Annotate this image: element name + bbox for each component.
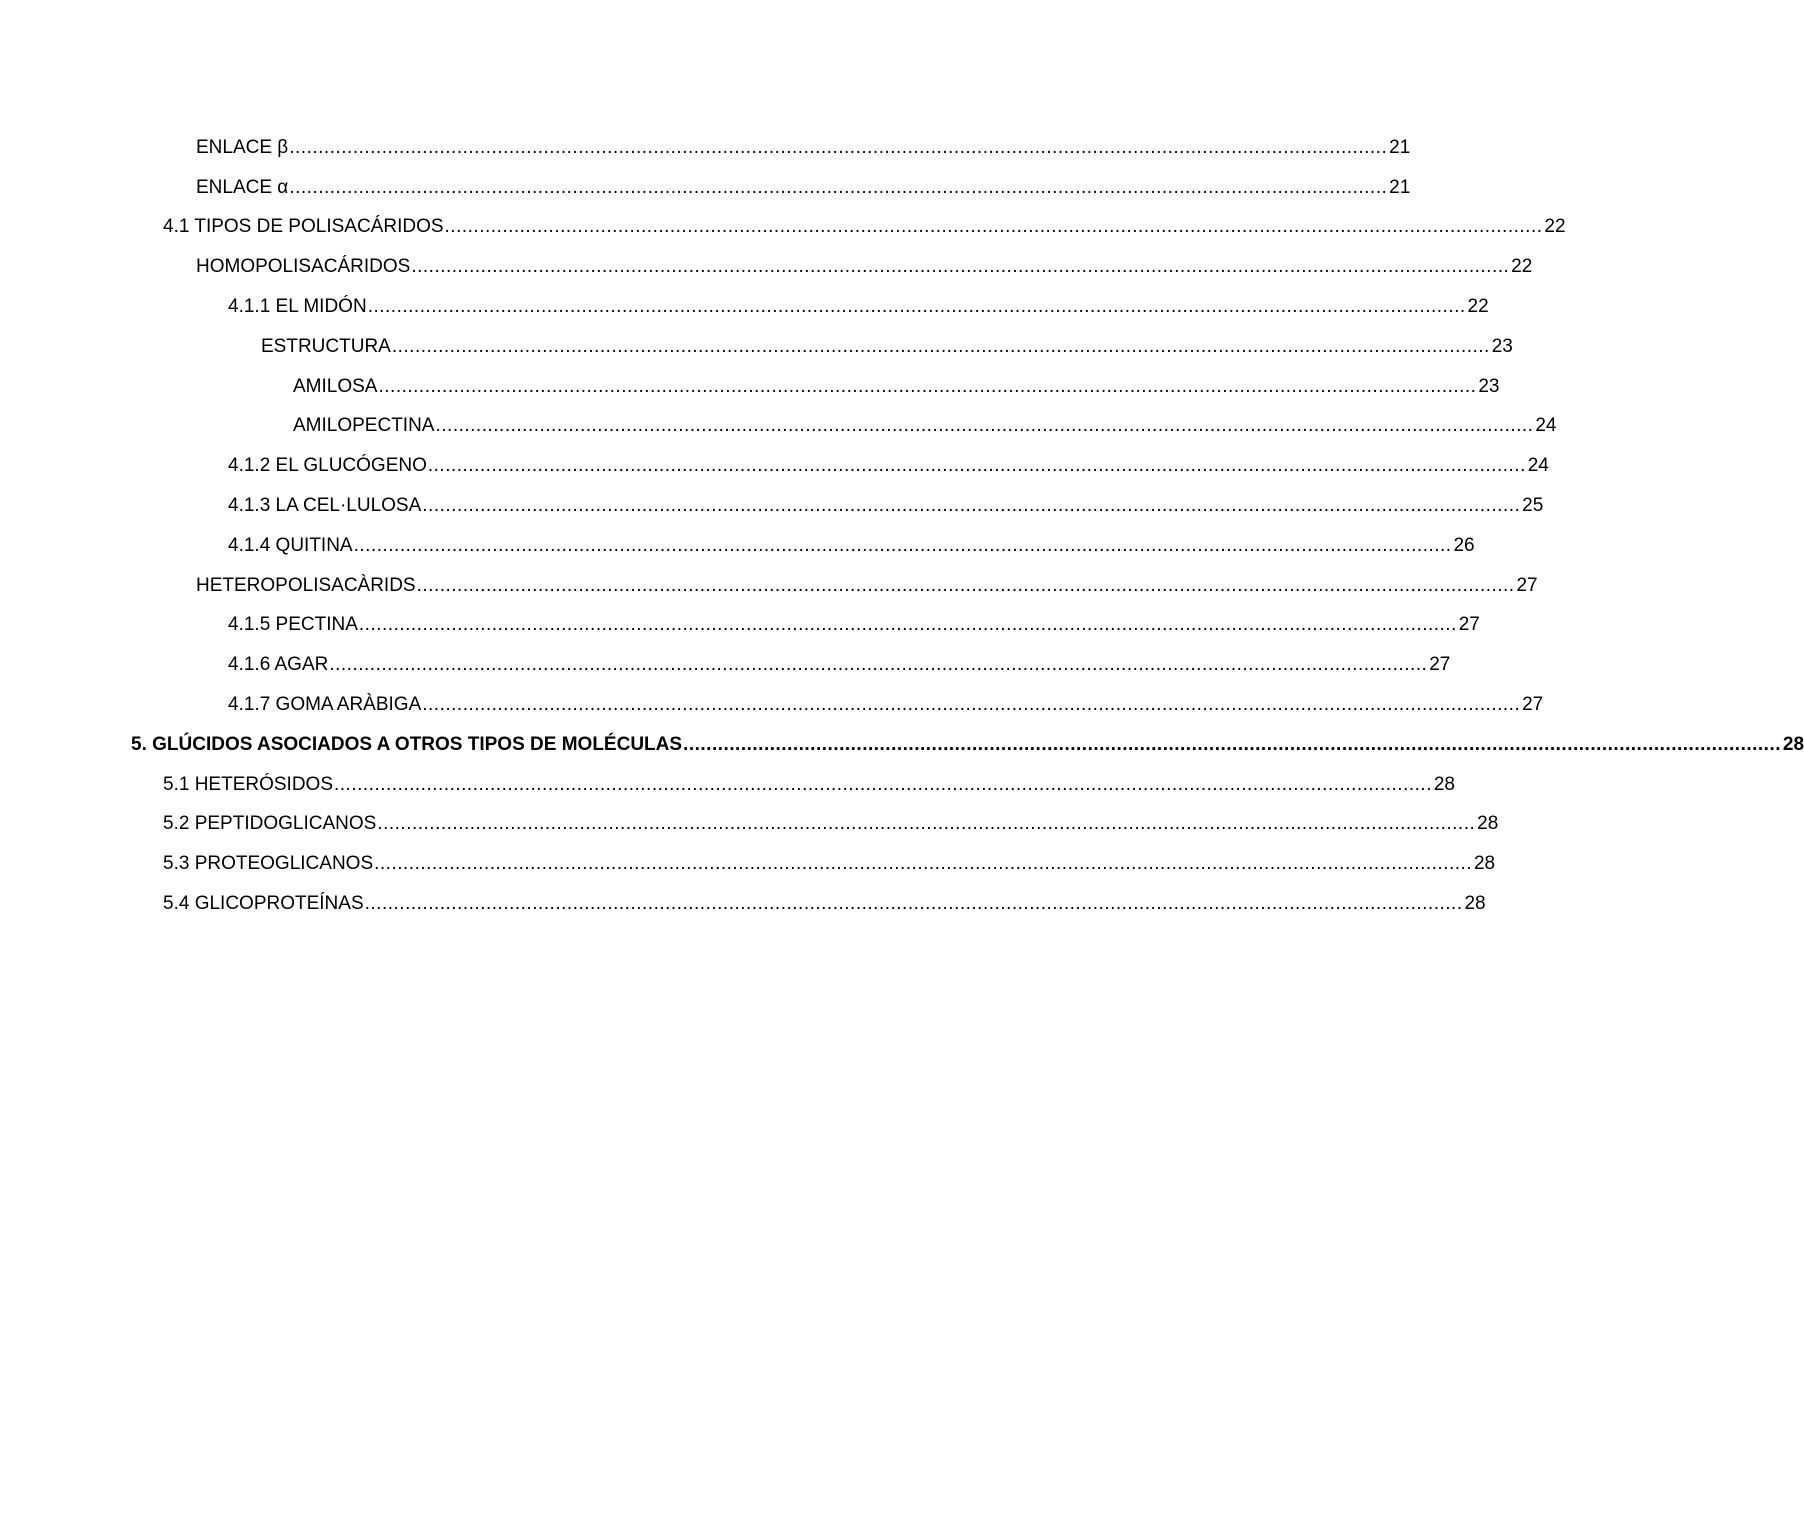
toc-entry-heterosidos[interactable] — [0, 765, 1455, 805]
toc-entry-page: 27 — [1516, 574, 1538, 596]
toc-entry-goma-arabiga[interactable] — [0, 685, 1544, 725]
toc-dot-leader: .............................................................................................................................................................................................. — [683, 733, 1782, 755]
toc-dot-leader: .............................................................................................................................................................................................. — [364, 893, 1463, 915]
toc-entry-tipos-polisacaridos[interactable] — [0, 208, 1566, 248]
toc-entry-page: 27 — [1458, 614, 1480, 636]
toc-entry-title: 5.2 PEPTIDOGLICANOS — [163, 813, 377, 835]
toc-dot-leader: .............................................................................................................................................................................................. — [289, 176, 1388, 198]
toc-entry-page: 22 — [1511, 256, 1533, 278]
toc-entry-page: 28 — [1464, 893, 1486, 915]
toc-dot-leader: .............................................................................................................................................................................................. — [435, 415, 1534, 437]
toc-entry-title: HETEROPOLISACÀRIDS — [196, 574, 416, 596]
toc-entry-page: 27 — [1522, 694, 1544, 716]
toc-dot-leader: .............................................................................................................................................................................................. — [422, 495, 1521, 517]
toc-entry-homopolisacaridos[interactable] — [0, 247, 1533, 287]
toc-entry-la-cel-lulosa[interactable] — [0, 486, 1544, 526]
toc-entry-title: 5.4 GLICOPROTEÍNAS — [163, 893, 364, 915]
toc-entry-page: 27 — [1429, 654, 1451, 676]
toc-dot-leader: .............................................................................................................................................................................................. — [411, 256, 1510, 278]
toc-entry-estructura[interactable] — [0, 327, 1513, 367]
toc-entry-title: AMILOPECTINA — [293, 415, 435, 437]
toc-dot-leader: .............................................................................................................................................................................................. — [422, 694, 1521, 716]
toc-dot-leader: .............................................................................................................................................................................................. — [353, 534, 1452, 556]
toc-entry-enlace-beta[interactable] — [0, 128, 1411, 168]
toc-entry-title: HOMOPOLISACÁRIDOS — [196, 256, 411, 278]
toc-dot-leader: .............................................................................................................................................................................................. — [289, 136, 1388, 158]
toc-entry-page: 22 — [1467, 296, 1489, 318]
toc-entry-page: 28 — [1782, 733, 1804, 755]
toc-entry-title: ESTRUCTURA — [261, 335, 391, 357]
toc-entry-page: 28 — [1477, 813, 1499, 835]
toc-entry-el-midon[interactable] — [0, 287, 1489, 327]
toc-dot-leader: .............................................................................................................................................................................................. — [378, 375, 1477, 397]
toc-entry-title: 4.1.6 AGAR — [228, 654, 329, 676]
toc-entry-title: ENLACE β — [196, 136, 289, 158]
toc-entry-page: 22 — [1544, 216, 1566, 238]
toc-dot-leader: .............................................................................................................................................................................................. — [358, 614, 1457, 636]
toc-entry-heteropolisacarids[interactable] — [0, 566, 1538, 606]
toc-entry-title: AMILOSA — [293, 375, 378, 397]
toc-entry-pectina[interactable] — [0, 606, 1480, 646]
toc-entry-quitina[interactable] — [0, 526, 1475, 566]
toc-entry-page: 25 — [1522, 495, 1544, 517]
toc-dot-leader: .............................................................................................................................................................................................. — [374, 853, 1473, 875]
toc-entry-title: 5.3 PROTEOGLICANOS — [163, 853, 374, 875]
toc-entry-glucidos-asociados[interactable] — [0, 725, 1804, 765]
toc-entry-peptidoglicanos[interactable] — [0, 805, 1499, 845]
toc-entry-page: 21 — [1389, 176, 1411, 198]
toc-entry-title: ENLACE α — [196, 176, 289, 198]
toc-entry-amilopectina[interactable] — [0, 407, 1557, 447]
toc-entry-title: 5. GLÚCIDOS ASOCIADOS A OTROS TIPOS DE MOLÉCULAS — [131, 733, 683, 755]
toc-dot-leader: .............................................................................................................................................................................................. — [367, 296, 1466, 318]
toc-dot-leader: .............................................................................................................................................................................................. — [391, 335, 1490, 357]
toc-entry-page: 28 — [1433, 773, 1455, 795]
toc-entry-title: 4.1.1 EL MIDÓN — [228, 296, 367, 318]
toc-entry-page: 28 — [1473, 853, 1496, 875]
toc-entry-el-glucogeno[interactable] — [0, 446, 1549, 486]
toc-entry-enlace-alfa[interactable] — [0, 168, 1411, 208]
toc-entry-page: 23 — [1478, 375, 1500, 397]
toc-dot-leader: .............................................................................................................................................................................................. — [444, 216, 1543, 238]
toc-entry-title: 4.1.7 GOMA ARÀBIGA — [228, 694, 422, 716]
toc-entry-glicoproteinas[interactable] — [0, 884, 1486, 924]
toc-entry-title: 4.1.3 LA CEL·LULOSA — [228, 495, 422, 517]
toc-dot-leader: .............................................................................................................................................................................................. — [416, 574, 1515, 596]
toc-entry-agar[interactable] — [0, 645, 1451, 685]
toc-dot-leader: .............................................................................................................................................................................................. — [427, 455, 1526, 477]
toc-entry-page: 24 — [1535, 415, 1557, 437]
toc-entry-title: 5.1 HETERÓSIDOS — [163, 773, 333, 795]
toc-entry-title: 4.1.2 EL GLUCÓGENO — [228, 455, 427, 477]
toc-dot-leader: .............................................................................................................................................................................................. — [329, 654, 1428, 676]
toc-entry-title: 4.1 TIPOS DE POLISACÁRIDOS — [163, 216, 444, 238]
toc-entry-page: 23 — [1491, 335, 1513, 357]
toc-entry-page: 21 — [1389, 136, 1411, 158]
toc-entry-amilosa[interactable] — [0, 367, 1500, 407]
toc-entry-page: 26 — [1453, 534, 1475, 556]
toc-entry-page: 24 — [1527, 455, 1549, 477]
toc-entry-title: 4.1.4 QUITINA — [228, 534, 353, 556]
toc-dot-leader: .............................................................................................................................................................................................. — [334, 773, 1432, 795]
toc-entry-title: 4.1.5 PECTINA — [228, 614, 358, 636]
table-of-contents — [0, 128, 1804, 924]
toc-dot-leader: .............................................................................................................................................................................................. — [377, 813, 1476, 835]
toc-entry-proteoglicanos[interactable] — [0, 844, 1496, 884]
